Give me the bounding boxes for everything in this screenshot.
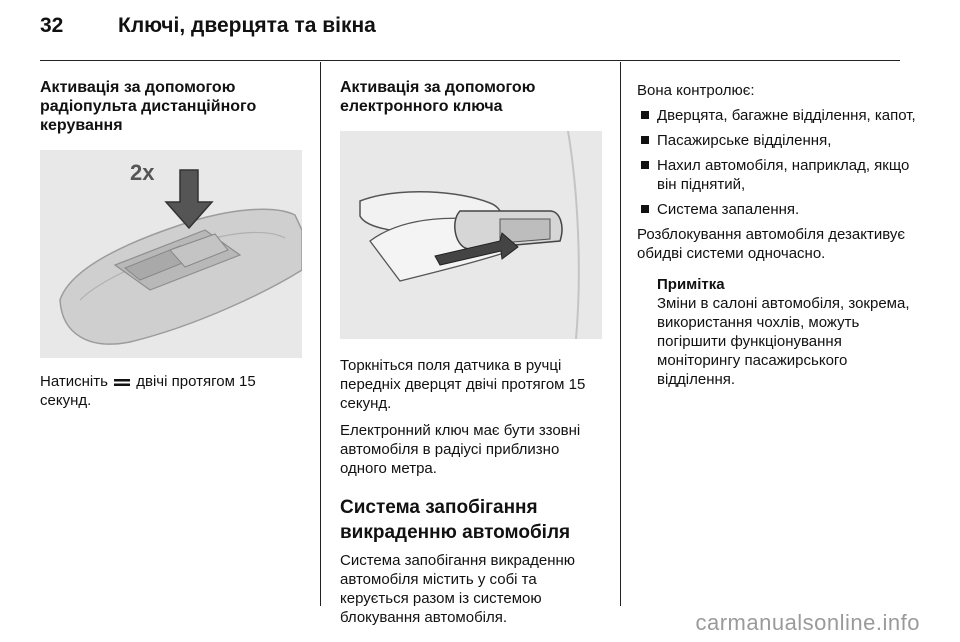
note-title: Примітка bbox=[657, 276, 725, 293]
column-1 bbox=[40, 78, 302, 410]
section-heading-anti-theft: Система запобігання викраденню автомобіля bbox=[340, 497, 571, 543]
list-item: Пасажирське відділення, bbox=[637, 131, 927, 150]
header-rule bbox=[40, 60, 900, 61]
note-text: Зміни в салоні автомобіля, зокрема, використання чохлів, можуть погіршити функціонування моніторингу пасажирського відділення. bbox=[657, 295, 910, 388]
column-3 bbox=[637, 81, 927, 389]
list-item: Нахил автомобіля, наприклад, якщо він піднятий, bbox=[637, 156, 927, 194]
sensor-instruction: Торкніться поля датчика в ручці передніх дверцят двічі протягом 15 секунд. bbox=[340, 357, 586, 412]
remote-key-drawing bbox=[40, 150, 302, 358]
section-heading-electronic-key: Активація за допомогою електронного ключа bbox=[340, 79, 536, 115]
lock-button-icon bbox=[114, 378, 130, 387]
page-title: Ключі, дверцята та вікна bbox=[118, 14, 376, 37]
caption-text-pre: Натисніть bbox=[40, 373, 108, 390]
door-handle-drawing bbox=[340, 131, 602, 339]
column-divider-1 bbox=[320, 62, 321, 606]
monitors-intro: Вона контролює: bbox=[637, 82, 755, 99]
unlock-deactivation-text: Розблокування автомобіля дезактивує обидві системи одночасно. bbox=[637, 226, 906, 262]
column-2 bbox=[340, 78, 608, 627]
list-item: Система запалення. bbox=[637, 200, 927, 219]
section-heading-remote: Активація за допомогою радіопульта дистанційного керування bbox=[40, 79, 257, 134]
remote-instruction bbox=[40, 372, 302, 410]
monitored-items-list bbox=[637, 106, 927, 219]
press-count-label: 2x bbox=[130, 160, 155, 185]
column-divider-2 bbox=[620, 62, 621, 606]
key-range-note: Електронний ключ має бути ззовні автомобіля в радіусі приблизно одного метра. bbox=[340, 422, 581, 477]
page-number: 32 bbox=[40, 14, 64, 37]
anti-theft-description: Система запобігання викраденню автомобіля містить у собі та керується разом із системою блокування автомобіля. bbox=[340, 552, 576, 626]
caption-text-post: двічі протягом 15 секунд. bbox=[40, 373, 256, 409]
page-header bbox=[40, 14, 376, 38]
watermark: carmanualsonline.info bbox=[695, 610, 920, 635]
list-item: Дверцята, багажне відділення, капот, bbox=[637, 106, 927, 125]
door-handle-illustration bbox=[340, 131, 602, 339]
note-box bbox=[657, 275, 927, 389]
remote-key-illustration bbox=[40, 150, 302, 358]
